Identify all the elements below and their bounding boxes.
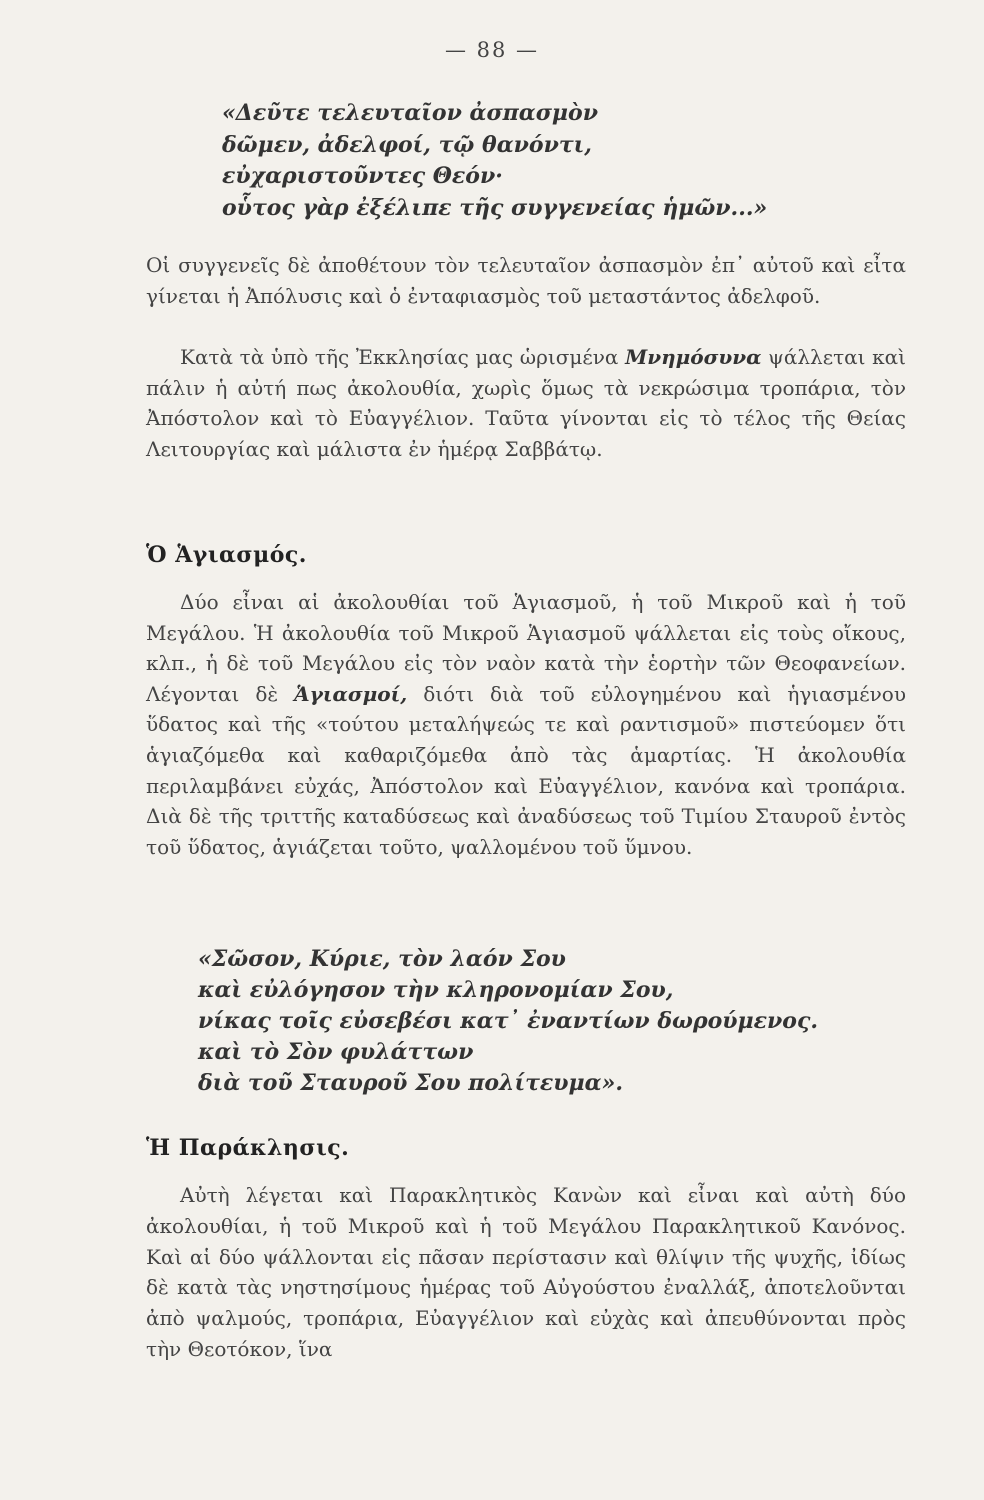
hymn-line: δῶμεν, ἀδελφοί, τῷ θανόντι, xyxy=(222,131,592,158)
hymn-line: εὐχαριστοῦντες Θεόν· xyxy=(222,163,503,189)
paragraph-supplication: Αὐτὴ λέγεται καὶ Παρακλητικὸς Κανὼν καὶ εἶναι καὶ αὐτὴ δύο ἀκολουθίαι, ἡ τοῦ Μικροῦ καὶ ἡ τοῦ Μεγάλου Παρακλητικοῦ Κανόνος. Καὶ αἱ δύο ψάλλονται εἰς πᾶσαν περίστασιν καὶ θλίψιν τῆς ψυχῆς, ἰδίως δὲ κατὰ τὰς νηστησίμους ἡμέρας τοῦ Αὐγούστου ἐναλλάξ, ἀποτελοῦνται ἀπὸ ψαλμούς, τροπάρια, Εὐαγγέλιον καὶ εὐχὰς καὶ ἀπευθύνονται πρὸς τὴν Θεοτόκον, ἵνα xyxy=(146,1183,906,1361)
hymn-line: «Σῶσον, Κύριε, τὸν λαόν Σου xyxy=(198,946,566,972)
hymn-line: «Δεῦτε τελευταῖον ἀσπασμὸν xyxy=(222,100,598,126)
hymn-line: καὶ εὐλόγησον τὴν κληρονομίαν Σου, xyxy=(198,977,674,1003)
section-heading-supplication: Ἡ Παράκλησις. xyxy=(146,1135,350,1161)
paragraph-relatives-farewell: Οἱ συγγενεῖς δὲ ἀποθέτουν τὸν τελευταῖον ἀσπασμὸν ἐπ᾿ αὐτοῦ καὶ εἶτα γίνεται ἡ Ἀπόλυσις καὶ ὁ ἐνταφιασμὸς τοῦ μεταστάντος ἀδελφοῦ. xyxy=(146,253,906,308)
hymn-line: νίκας τοῖς εὐσεβέσι κατ᾿ ἐναντίων δωρούμενος. xyxy=(198,1008,818,1034)
text-run: ψάλλεται καὶ πάλιν ἡ αὐτή πως ἀκολουθία, χωρὶς ὅμως τὰ νεκρώσιμα τροπάρια, τὸν Ἀπόστολον καὶ τὸ Εὐαγγέλιον. Ταῦτα γίνονται εἰς τὸ τέλος τῆς Θείας Λειτουργίας καὶ μάλιστα ἐν ἡμέρᾳ Σαββάτῳ. xyxy=(146,345,906,461)
emphasis-memorials: Μνημόσυνα xyxy=(625,345,762,369)
text-run: διότι διὰ τοῦ εὐλογημένου καὶ ἡγιασμένου ὕδατος καὶ τῆς «τούτου μεταλήψεώς τε καὶ ραντισμοῦ» πιστεύομεν ὅτι ἁγιαζόμεθα καὶ καθαριζόμεθα ἀπὸ τὰς ἁμαρτίας. Ἡ ἀκολουθία περιλαμβάνει εὐχάς, Ἀπόστολον καὶ Εὐαγγέλιον, κανόνα καὶ τροπάρια. Διὰ δὲ τῆς τριττῆς καταδύσεως καὶ ἀναδύσεως τοῦ Τιμίου Σταυροῦ ἐντὸς τοῦ ὕδατος, ἁγιάζεται τοῦτο, ψαλλομένου τοῦ ὕμνου. xyxy=(146,681,907,859)
hymn-quote-2 xyxy=(198,944,818,1099)
hymn-quote-1 xyxy=(222,98,767,224)
paragraph-blessing xyxy=(146,587,906,862)
hymn-line: διὰ τοῦ Σταυροῦ Σου πολίτευμα». xyxy=(198,1070,623,1096)
section-heading-blessing: Ὁ Ἁγιασμός. xyxy=(146,542,307,568)
hymn-line: καὶ τὸ Σὸν φυλάττων xyxy=(198,1039,474,1065)
page-number: — 88 — xyxy=(444,38,540,62)
hymn-line: οὗτος γὰρ ἐξέλιπε τῆς συγγενείας ἡμῶν...» xyxy=(222,194,768,221)
text-run: Κατὰ τὰ ὑπὸ τῆς Ἐκκλησίας μας ὡρισμένα xyxy=(180,345,626,369)
emphasis-blessings: Ἁγιασμοί, xyxy=(294,681,408,706)
paragraph-memorials xyxy=(146,342,906,464)
text-run: Δύο εἶναι αἱ ἀκολουθίαι τοῦ Ἁγιασμοῦ, ἡ τοῦ Μικροῦ καὶ ἡ τοῦ Μεγάλου. Ἡ ἀκολουθία τοῦ Μικροῦ Ἁγιασμοῦ ψάλλεται εἰς τοὺς οἴκους, κλπ., ἡ δὲ τοῦ Μεγάλου εἰς τὸν ναὸν κατὰ τὴν ἑορτὴν τῶν Θεοφανείων. Λέγονται δὲ xyxy=(146,590,906,706)
